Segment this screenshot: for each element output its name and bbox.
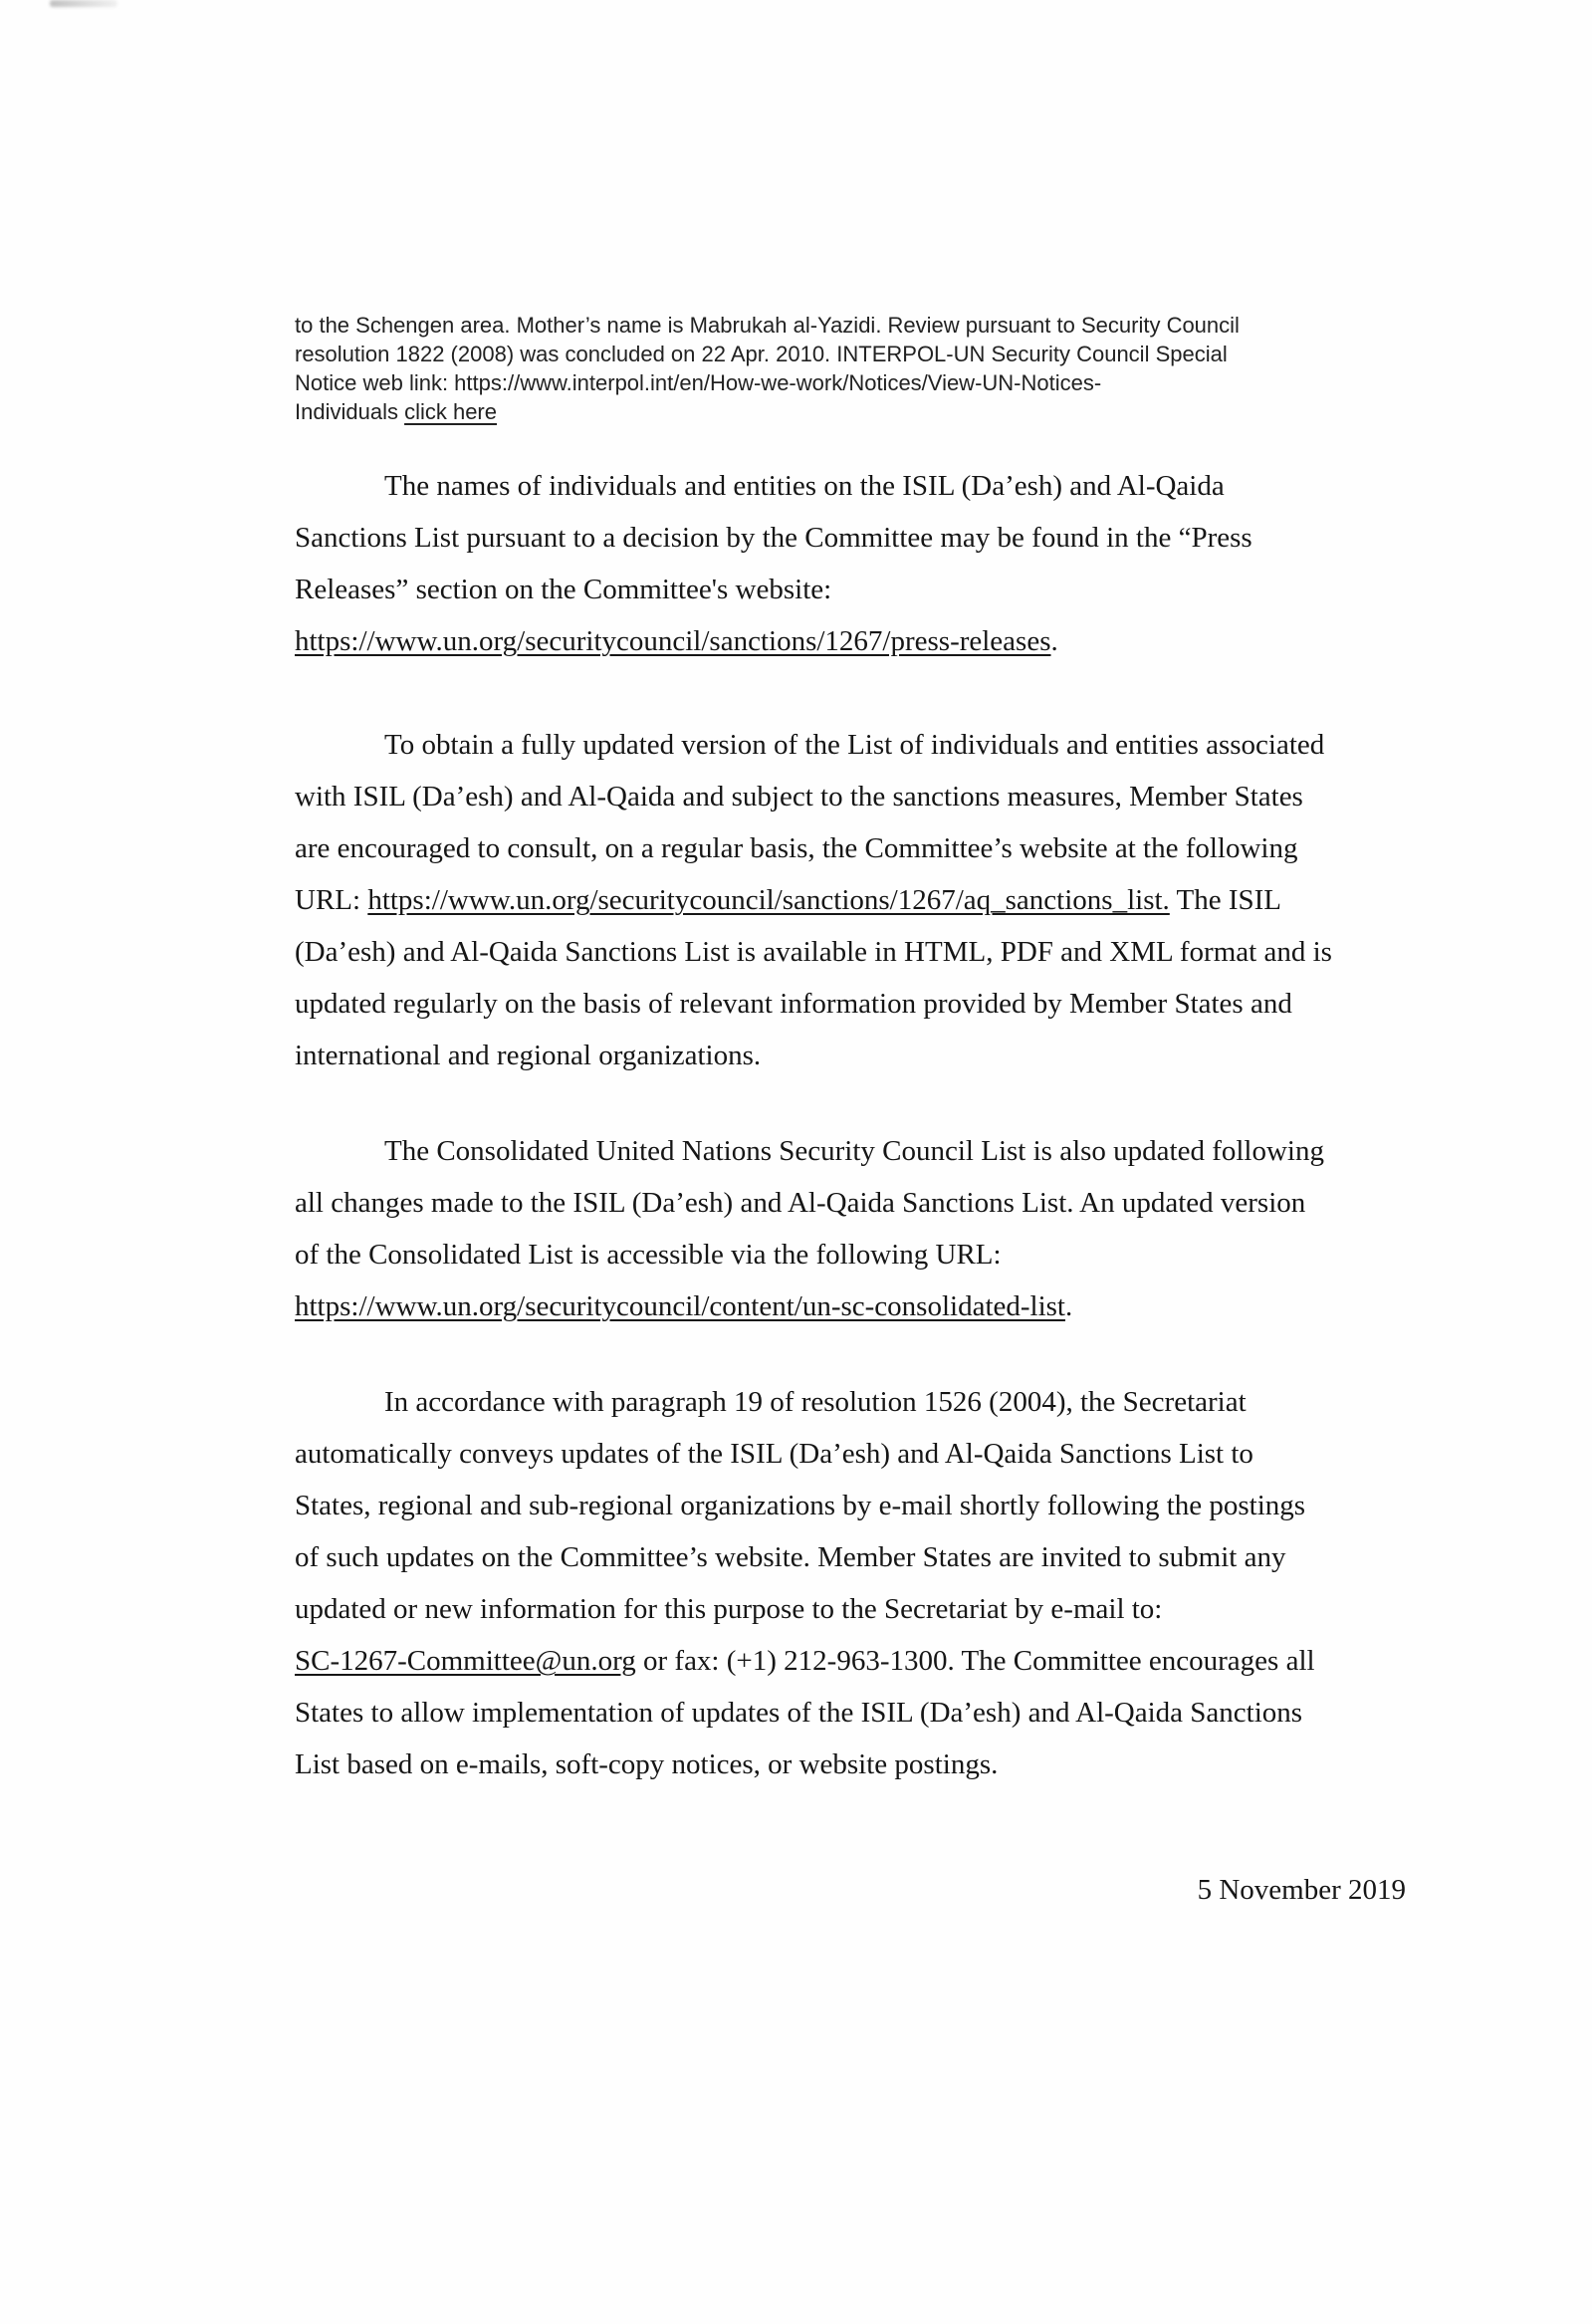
text-line <box>295 512 1519 564</box>
text-segment: or fax: (+1) 212-963-1300. The Committee encourages all <box>635 1645 1315 1677</box>
text-line <box>295 1635 1519 1687</box>
document-date: 5 November 2019 <box>1197 1874 1406 1906</box>
text-line <box>295 368 1450 397</box>
text-line <box>295 1229 1519 1280</box>
text-line <box>295 771 1519 822</box>
text-line <box>295 311 1450 340</box>
text-line <box>295 719 1519 771</box>
text-line <box>295 1687 1519 1739</box>
text-line <box>295 1583 1519 1635</box>
text-line <box>295 874 1519 926</box>
text-line <box>295 460 1519 512</box>
text-segment: States to allow implementation of updates of the ISIL (Da’esh) and Al-Qaida Sanctions <box>295 1697 1303 1729</box>
text-segment: automatically conveys updates of the ISIL (Da’esh) and Al-Qaida Sanctions List to <box>295 1438 1253 1470</box>
text-segment: To obtain a fully updated version of the List of individuals and entities associated <box>384 729 1325 761</box>
text-segment: resolution 1822 (2008) was concluded on 22 Apr. 2010. INTERPOL-UN Security Council Special <box>295 342 1228 366</box>
text-line <box>295 340 1450 368</box>
text-segment: (Da’esh) and Al-Qaida Sanctions List is available in HTML, PDF and XML format and is <box>295 936 1332 968</box>
interpol-notice-excerpt <box>295 311 1450 426</box>
text-segment: are encouraged to consult, on a regular basis, the Committee’s website at the following <box>295 832 1298 864</box>
text-line <box>295 397 1450 426</box>
text-segment: The ISIL <box>1169 884 1282 916</box>
text-segment: List based on e-mails, soft-copy notices, or website postings. <box>295 1748 999 1780</box>
text-segment: of the Consolidated List is accessible via the following URL: <box>295 1239 1002 1271</box>
text-segment: Notice web link: https://www.interpol.int/en/How-we-work/Notices/View-UN-Notices- <box>295 370 1102 395</box>
text-segment: . <box>1050 625 1058 657</box>
text-segment: with ISIL (Da’esh) and Al-Qaida and subject to the sanctions measures, Member States <box>295 781 1303 813</box>
text-line <box>295 1428 1519 1480</box>
text-segment: Sanctions List pursuant to a decision by the Committee may be found in the “Press <box>295 522 1252 554</box>
text-line <box>295 822 1519 874</box>
text-line <box>295 1280 1519 1332</box>
text-segment: The names of individuals and entities on the ISIL (Da’esh) and Al-Qaida <box>384 470 1225 502</box>
text-segment: all changes made to the ISIL (Da’esh) and Al-Qaida Sanctions List. An updated version <box>295 1187 1306 1219</box>
text-segment: Individuals <box>295 399 405 424</box>
text-segment: The Consolidated United Nations Security Council List is also updated following <box>384 1135 1324 1167</box>
text-line <box>295 1739 1519 1790</box>
text-segment: to the Schengen area. Mother’s name is Mabrukah al-Yazidi. Review pursuant to Security Council <box>295 313 1240 338</box>
paragraph-consolidated-list <box>295 1125 1519 1332</box>
text-segment: updated or new information for this purpose to the Secretariat by e-mail to: <box>295 1593 1163 1625</box>
text-line <box>295 978 1519 1030</box>
text-segment: URL: <box>295 884 368 916</box>
click-here-link[interactable]: click here <box>404 399 497 424</box>
committee-email-link[interactable]: SC-1267-Committee@un.org <box>295 1645 636 1677</box>
paragraph-secretariat-updates <box>295 1376 1519 1790</box>
text-line <box>295 926 1519 978</box>
text-line <box>295 1480 1519 1531</box>
aq-sanctions-list-link[interactable]: https://www.un.org/securitycouncil/sanctions/1267/aq_sanctions_list. <box>367 884 1170 916</box>
text-segment: In accordance with paragraph 19 of resolution 1526 (2004), the Secretariat <box>384 1386 1247 1418</box>
text-segment: Releases” section on the Committee's website: <box>295 574 832 605</box>
text-line <box>295 564 1519 615</box>
text-line <box>295 615 1519 667</box>
text-segment: updated regularly on the basis of relevant information provided by Member States and <box>295 988 1292 1020</box>
text-segment: . <box>1065 1290 1073 1322</box>
consolidated-list-link[interactable]: https://www.un.org/securitycouncil/content/un-sc-consolidated-list <box>295 1290 1065 1322</box>
paragraph-sanctions-list-formats <box>295 719 1519 1081</box>
text-line <box>295 1177 1519 1229</box>
text-line <box>295 1531 1519 1583</box>
paragraph-press-releases <box>295 460 1519 667</box>
press-releases-link[interactable]: https://www.un.org/securitycouncil/sanctions/1267/press-releases <box>295 625 1051 657</box>
text-segment: States, regional and sub-regional organizations by e-mail shortly following the postings <box>295 1490 1306 1521</box>
scan-artifact <box>50 0 117 7</box>
text-segment: of such updates on the Committee’s website. Member States are invited to submit any <box>295 1541 1286 1573</box>
text-line <box>295 1125 1519 1177</box>
text-segment: international and regional organizations. <box>295 1040 762 1071</box>
text-line <box>295 1376 1519 1428</box>
text-line <box>295 1030 1519 1081</box>
